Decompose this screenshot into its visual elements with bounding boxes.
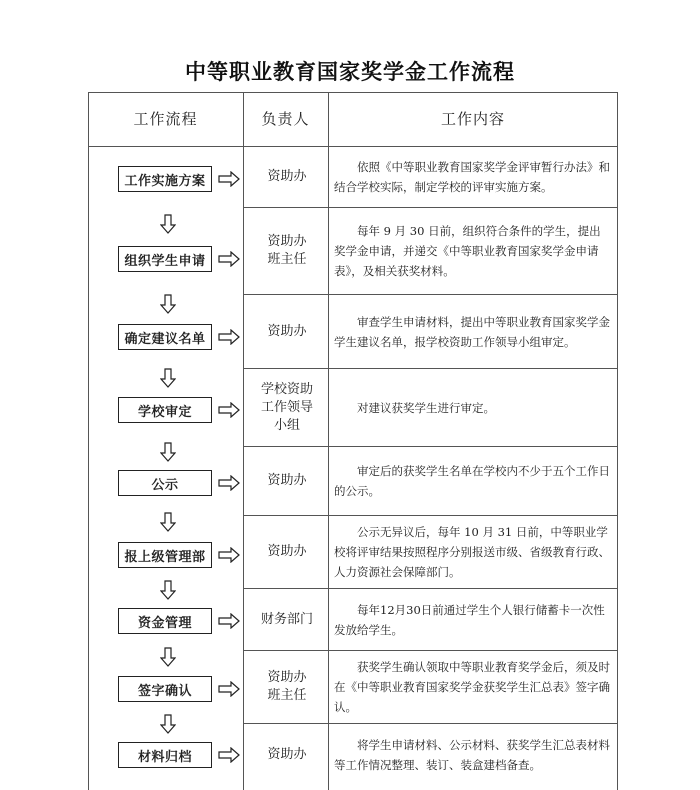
header-content: 工作内容 [440, 110, 505, 128]
flow-step-school-review: 学校审定 [118, 397, 212, 423]
content-text: 将学生申请材料、公示材料、获奖学生汇总表材料等工作情况整理、装订、装盒建档备查。 [334, 738, 610, 772]
responsible-cell: 学校资助 工作领导 小组 [260, 381, 313, 433]
responsible-cell: 资助办 班主任 [267, 234, 307, 267]
header-flow: 工作流程 [133, 110, 198, 128]
right-arrow-icon [218, 547, 240, 563]
right-arrow-icon [218, 329, 240, 345]
flow-step-student-application: 组织学生申请 [118, 246, 212, 272]
content-text: 对建议获奖学生进行审定。 [357, 400, 495, 415]
responsible-cell: 资助办 [267, 323, 307, 339]
right-arrow-icon [218, 613, 240, 629]
right-arrow-icon [218, 747, 240, 763]
responsible-cell: 资助办 [267, 473, 307, 488]
flow-step-signature-confirm: 签字确认 [118, 676, 212, 702]
responsible-cell: 资助办 班主任 [267, 670, 307, 703]
column-divider [243, 92, 244, 790]
content-cell [334, 447, 612, 515]
content-cell [334, 147, 612, 207]
content-cell [334, 208, 612, 294]
down-arrow-icon [160, 442, 176, 462]
down-arrow-icon [160, 294, 176, 314]
responsible-cell: 资助办 [267, 544, 307, 559]
responsible-cell: 财务部门 [260, 611, 313, 627]
responsible-cell: 资助办 [267, 747, 307, 762]
content-text: 公示无异议后，每年 10 月 31 日前，中等职业学校将评审结果按照程序分别报送市级、省级教育行政、人力资源社会保障部门。 [334, 525, 610, 579]
content-text: 获奖学生确认领取中等职业教育奖学金后，须及时在《中等职业教育国家奖学金获奖学生汇总表》签字确认。 [334, 660, 610, 714]
content-text: 每年 9 月 30 日前，组织符合条件的学生，提出奖学金申请，并递交《中等职业教育国家奖学金申请表》，及相关获奖材料。 [334, 224, 601, 278]
down-arrow-icon [160, 512, 176, 532]
right-arrow-icon [218, 681, 240, 697]
down-arrow-icon [160, 368, 176, 388]
flow-step-archive: 材料归档 [118, 742, 212, 768]
flow-step-recommend-list: 确定建议名单 [118, 324, 212, 350]
content-text: 审查学生申请材料，提出中等职业教育国家奖学金学生建议名单，报学校资助工作领导小组审定。 [334, 314, 610, 349]
right-arrow-icon [218, 171, 240, 187]
right-arrow-icon [218, 402, 240, 418]
flow-step-publicity: 公示 [118, 470, 212, 496]
header-responsible: 负责人 [261, 110, 310, 128]
content-cell [334, 369, 612, 446]
content-cell [334, 651, 612, 723]
down-arrow-icon [160, 214, 176, 234]
content-cell [334, 589, 612, 650]
page-title: 中等职业教育国家奖学金工作流程 [185, 59, 515, 84]
responsible-cell: 资助办 [267, 169, 307, 184]
right-arrow-icon [218, 251, 240, 267]
content-cell [334, 724, 612, 786]
column-divider [328, 92, 329, 790]
down-arrow-icon [160, 647, 176, 667]
content-cell [334, 295, 612, 368]
content-text: 每年12月30日前通过学生个人银行储蓄卡一次性发放给学生。 [334, 602, 605, 637]
content-text: 审定后的获奖学生名单在学校内不少于五个工作日的公示。 [334, 464, 610, 498]
down-arrow-icon [160, 714, 176, 734]
flow-step-fund-management: 资金管理 [118, 608, 212, 634]
flow-step-report-upper: 报上级管理部 [118, 542, 212, 568]
right-arrow-icon [218, 475, 240, 491]
content-text: 依照《中等职业教育国家奖学金评审暂行办法》和结合学校实际，制定学校的评审实施方案。 [334, 160, 610, 194]
flow-step-implementation-plan: 工作实施方案 [118, 166, 212, 192]
down-arrow-icon [160, 580, 176, 600]
content-cell [334, 516, 612, 588]
